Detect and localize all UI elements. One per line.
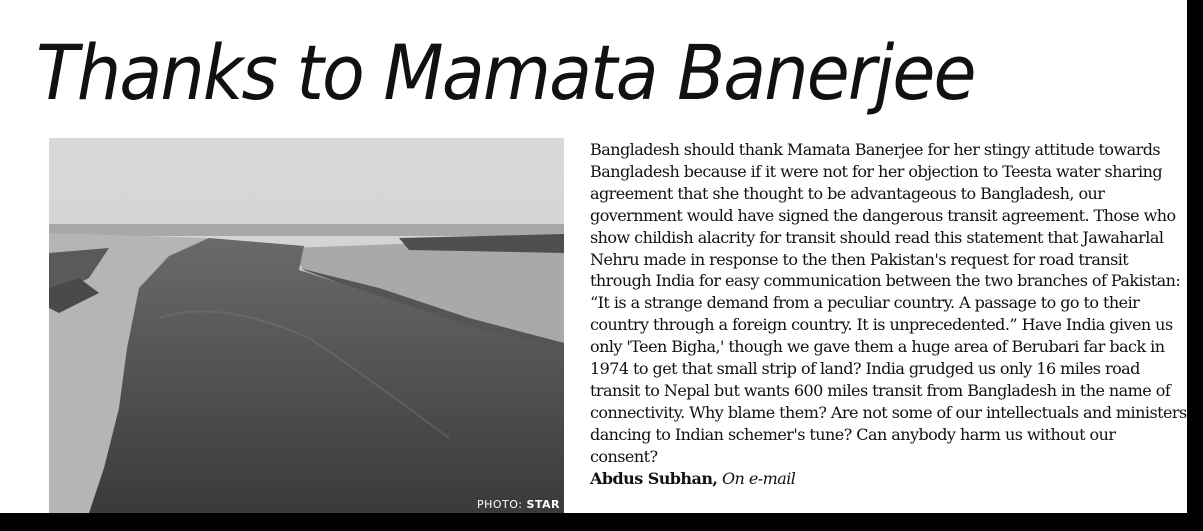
headline: Thanks to Mamata Banerjee [36, 28, 975, 117]
photo-credit-prefix: PHOTO: [476, 498, 527, 511]
letter [590, 139, 1187, 490]
river-photo [49, 138, 564, 513]
letter-source: On e-mail [721, 468, 796, 488]
letter-body: Bangladesh should thank Mamata Banerjee for her stingy attitude towards Bangladesh because if it were not for her objection to Teesta water sharing agreement that she thought to be advantageous to Bangladesh, our government would have signed the dangerous transit agreement. Those who show childish alacrity for transit should read this statement that Jawaharlal Nehru made in response to the then Pakistan's request for road transit through India for easy communication between the two branches of Pakistan: “It is a strange demand from a peculiar country. A passage to go to their country through a foreign country. It is unprecedented.” Have India given us only 'Teen Bigha,' though we gave them a huge area of Berubari far back in 1974 to get that small strip of land? India grudged us only 16 miles road transit to Nepal but wants 600 miles transit from Bangladesh in the name of connectivity. Why blame them? Are not some of our intellectuals and ministers dancing to Indian schemer's tune? Can anybody harm us without our consent? [590, 140, 1187, 466]
letter-author: Abdus Subhan, [590, 468, 718, 488]
letter-byline [590, 468, 1187, 490]
photo-credit-source: STAR [526, 498, 560, 511]
river-photo-image [49, 138, 564, 513]
photo-credit [477, 498, 560, 511]
